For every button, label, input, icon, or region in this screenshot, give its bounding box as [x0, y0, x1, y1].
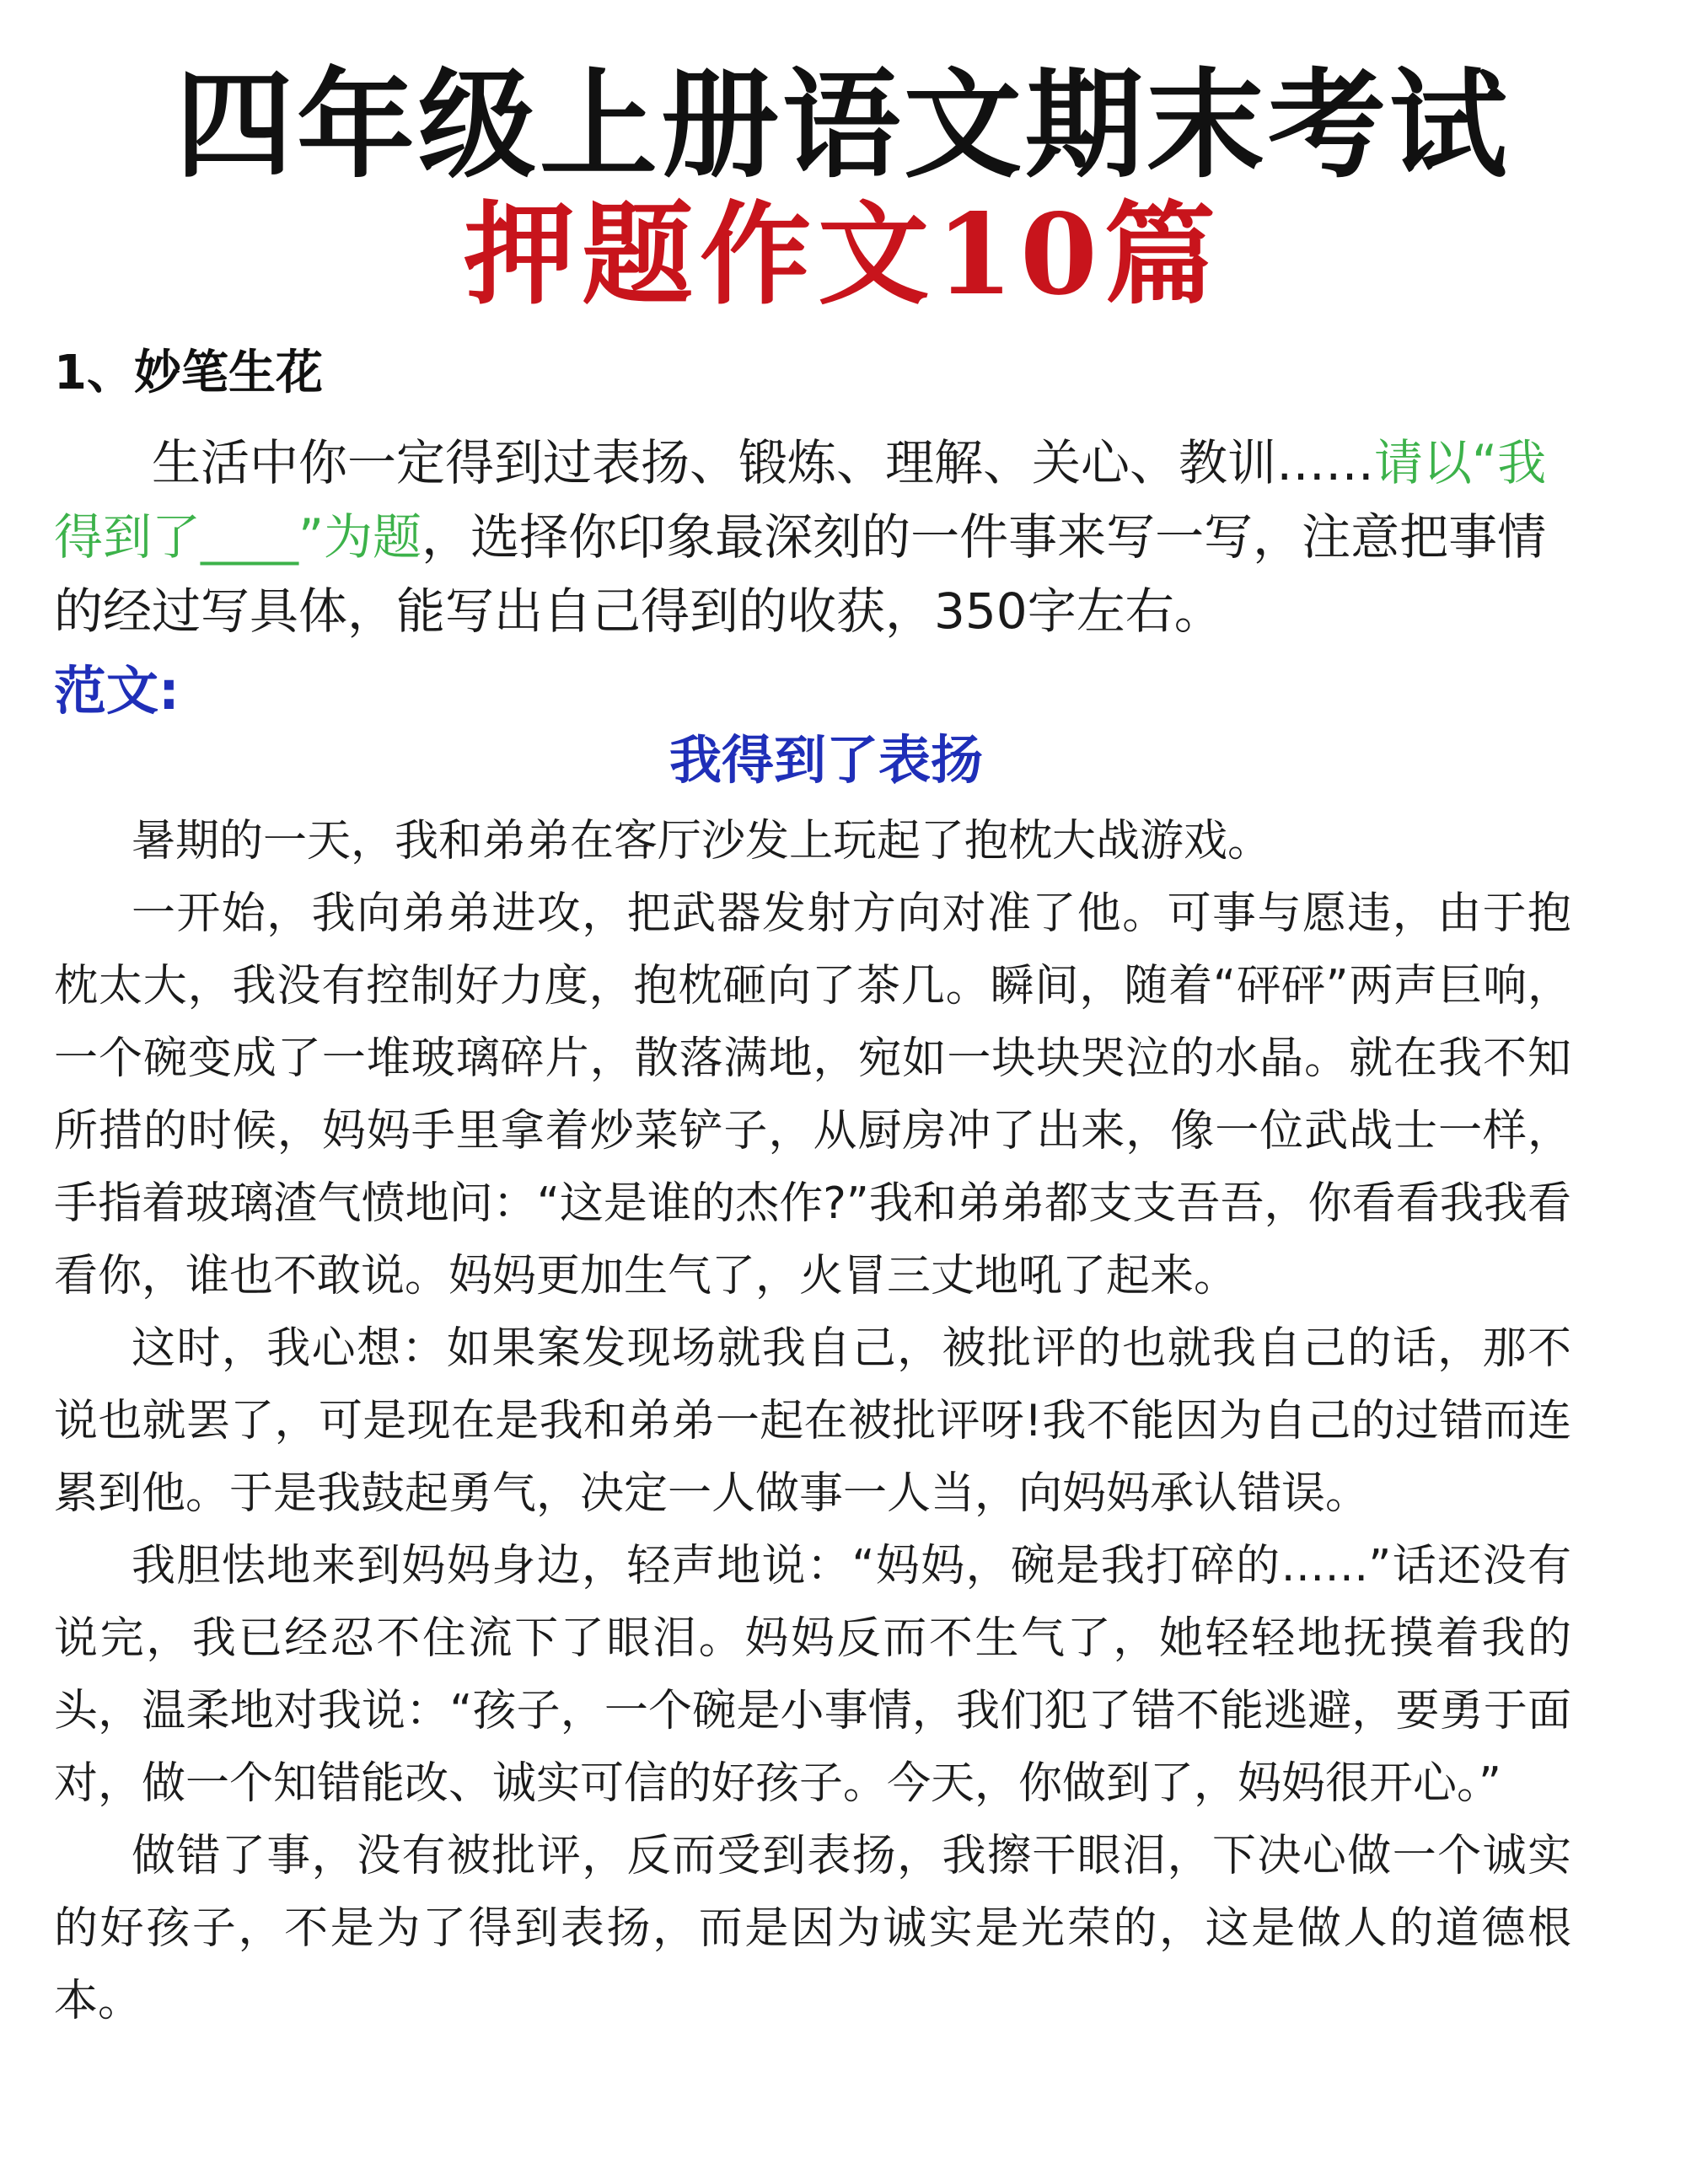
- essay-paragraph-1: 暑期的一天，我和弟弟在客厅沙发上玩起了抱枕大战游戏。: [132, 816, 1272, 867]
- sample-essay-label: 范文:: [54, 660, 180, 722]
- prompt-highlight: 请以“我得到了____”为题: [54, 434, 1547, 566]
- page-title: 四年级上册语文期末考试: [175, 57, 1511, 195]
- writing-prompt: [54, 426, 1571, 648]
- essay-title: 我得到了表扬: [668, 729, 983, 791]
- essay-paragraph-2: 一开始，我向弟弟进攻，把武器发射方向对准了他。可事与愿违，由于抱枕太大，我没有控制好力度，抱枕砸向了茶几。瞬间，随着“砰砰”两声巨响，一个碗变成了一堆玻璃碎片，散落满地，宛如一块块哭泣的水晶。就在我不知所措的时候，妈妈手里拿着炒菜铲子，从厨房冲了出来，像一位武战士一样，手指着玻璃渣气愤地问：“这是谁的杰作?”我和弟弟都支支吾吾，你看看我我看看你，谁也不敢说。妈妈更加生气了，火冒三丈地吼了起来。: [54, 888, 1571, 1301]
- essay-paragraph-4: 我胆怯地来到妈妈身边，轻声地说：“妈妈，碗是我打碎的……”话还没有说完，我已经忍不住流下了眼泪。妈妈反而不生气了，她轻轻地抚摸着我的头，温柔地对我说：“孩子，一个碗是小事情，我们犯了错不能逃避，要勇于面对，做一个知错能改、诚实可信的好孩子。今天，你做到了，妈妈很开心。”: [54, 1541, 1571, 1809]
- page-subtitle: 押题作文10篇: [464, 190, 1222, 320]
- section-heading: 1、妙笔生花: [54, 346, 323, 400]
- prompt-text-requirements: ，选择你印象最深刻的一件事来写一写，注意把事情的经过写具体，能写出自己得到的收获，350字左右。: [54, 508, 1547, 640]
- essay-body: [54, 805, 1571, 2037]
- essay-paragraph-5: 做错了事，没有被批评，反而受到表扬，我擦干眼泪，下决心做一个诚实的好孩子，不是为了得到表扬，而是因为诚实是光荣的，这是做人的道德根本。: [54, 1831, 1571, 2026]
- essay-paragraph-3: 这时，我心想：如果案发现场就我自己，被批评的也就我自己的话，那不说也就罢了，可是现在是我和弟弟一起在被批评呀!我不能因为自己的过错而连累到他。于是我鼓起勇气，决定一人做事一人当，向妈妈承认错误。: [54, 1323, 1571, 1519]
- prompt-text-intro: 生活中你一定得到过表扬、锻炼、理解、关心、教训……: [152, 434, 1375, 491]
